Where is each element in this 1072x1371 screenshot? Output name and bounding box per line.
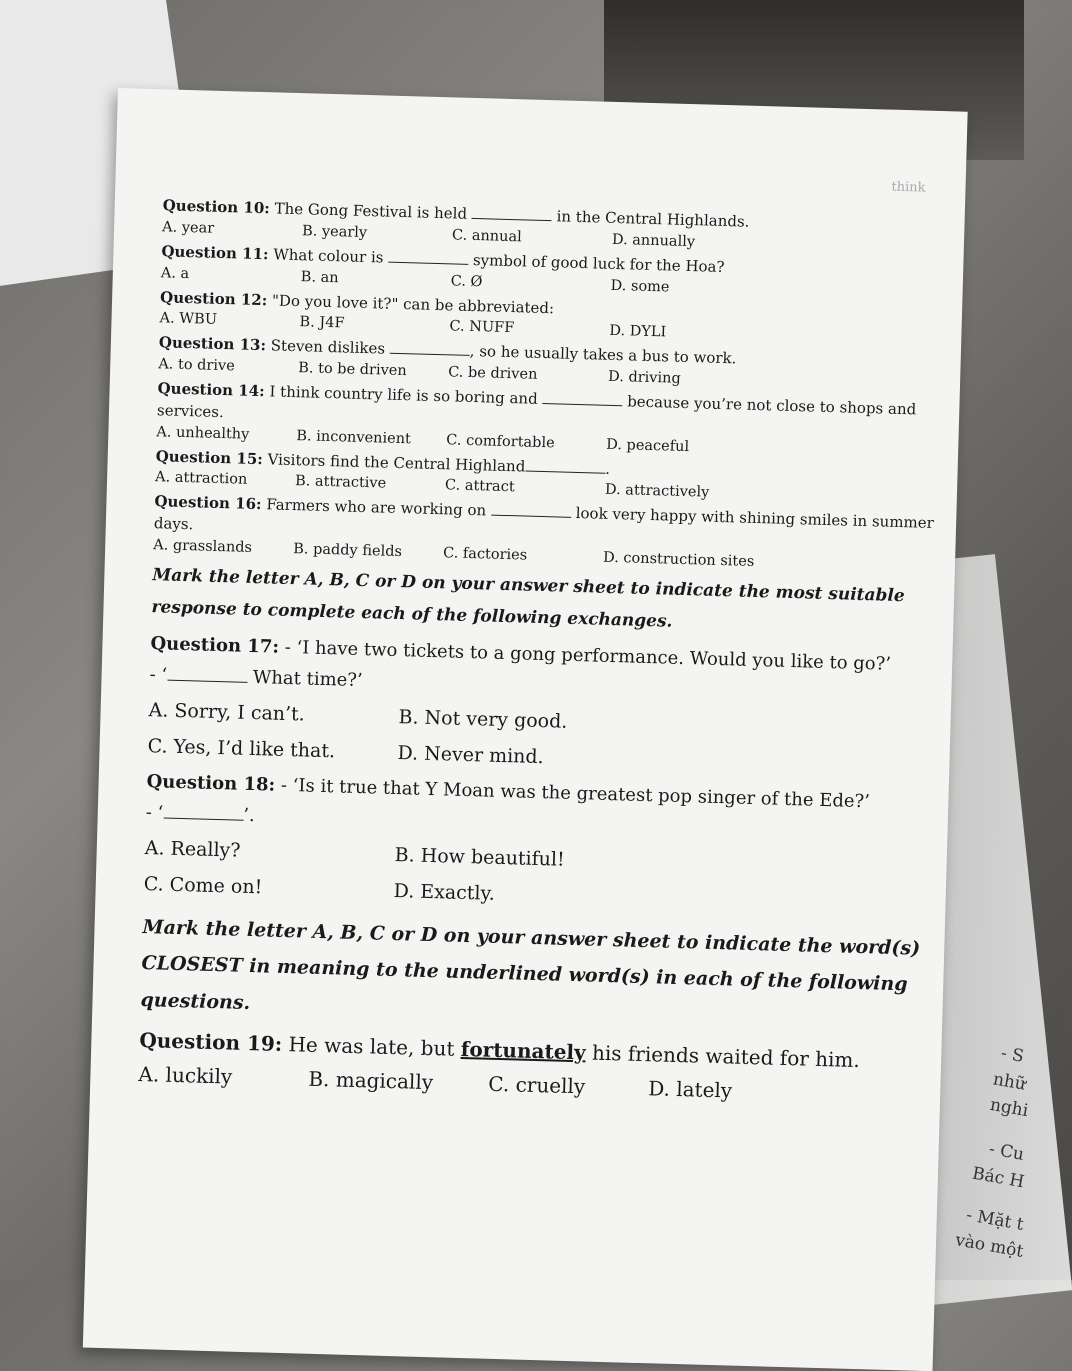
option-c[interactable]: C. cruelly [488, 1071, 586, 1099]
option-b[interactable]: B. How beautiful! [394, 844, 565, 872]
option-b[interactable]: B. inconvenient [296, 427, 412, 447]
side-note: Bác H [970, 1163, 1026, 1193]
option-a[interactable]: A. WBU [159, 310, 218, 329]
option-d[interactable]: D. lately [647, 1075, 733, 1103]
option-b[interactable]: B. J4F [299, 314, 345, 332]
option-a[interactable]: A. attraction [154, 469, 248, 489]
options [147, 699, 928, 779]
question-19-block [138, 1028, 919, 1108]
option-c[interactable]: C. Ø [450, 272, 483, 290]
question-19: Question 19: He was late, but fortunately his friends waited for him. [139, 1027, 861, 1072]
option-a[interactable]: A. Really? [144, 837, 241, 863]
question-16: Question 16: Farmers who are working on look very happy with shining smiles in summer days. [153, 492, 935, 534]
underlined-word: fortunately [460, 1036, 587, 1065]
instruction-exchanges: Mark the letter A, B, C or D on your answer sheet to indicate the most suitable response to complete each of the following exchanges. [151, 564, 905, 632]
answer-blank[interactable] [491, 503, 571, 518]
option-b[interactable]: B. to be driven [298, 360, 407, 380]
option-d[interactable]: D. Never mind. [397, 742, 544, 769]
question-11: Question 11: What colour is symbol of good luck for the Hoa? [161, 242, 725, 276]
option-b[interactable]: B. an [300, 268, 339, 286]
question-17: Question 17: - ‘I have two tickets to a gong performance. Would you like to go?’ [150, 633, 892, 676]
option-d[interactable]: D. DYLI [609, 323, 667, 341]
option-c[interactable]: C. Yes, I’d like that. [147, 735, 336, 763]
side-note: - Mặt t [964, 1205, 1026, 1235]
pencil-scribble: think [891, 179, 926, 196]
question-18-reply: - ‘ ’. [145, 802, 256, 827]
instruction-closest: Mark the letter A, B, C or D on your answer sheet to indicate the word(s) CLOSEST in meaning to the underlined word(s) in each of the following questions. [140, 916, 921, 1014]
question-12: Question 12: "Do you love it?" can be abbreviated: [159, 287, 555, 317]
question-17-reply: - ‘ What time?’ [149, 664, 363, 692]
answer-blank[interactable] [163, 806, 243, 821]
question-10: Question 10: The Gong Festival is held in the Central Highlands. [162, 196, 750, 231]
option-b[interactable]: B. attractive [294, 473, 387, 492]
side-note: vào một [954, 1230, 1026, 1262]
option-a[interactable]: A. unhealthy [156, 423, 250, 443]
option-d[interactable]: D. Exactly. [393, 880, 496, 906]
option-d[interactable]: D. attractively [604, 482, 710, 501]
question-18-block [143, 771, 926, 917]
question-13: Question 13: Steven dislikes , so he usually takes a bus to work. [158, 333, 737, 368]
option-c[interactable]: C. be driven [447, 364, 538, 383]
answer-blank[interactable] [388, 249, 468, 264]
option-d[interactable]: D. peaceful [606, 436, 690, 455]
option-b[interactable]: B. yearly [301, 222, 368, 241]
option-a[interactable]: A. grasslands [153, 536, 253, 556]
option-a[interactable]: A. luckily [138, 1061, 233, 1089]
option-c[interactable]: C. NUFF [449, 318, 515, 337]
option-c[interactable]: C. Come on! [143, 873, 263, 899]
option-c[interactable]: C. annual [451, 227, 522, 246]
question-list [138, 189, 943, 1111]
option-d[interactable]: D. construction sites [602, 549, 755, 570]
option-c[interactable]: C. factories [442, 545, 528, 564]
answer-blank[interactable] [390, 341, 470, 356]
side-note: - Cu [987, 1139, 1026, 1165]
option-c[interactable]: C. attract [444, 477, 515, 496]
answer-blank[interactable] [542, 391, 622, 406]
side-note: nhữ [991, 1069, 1028, 1095]
option-b[interactable]: B. magically [308, 1066, 434, 1094]
side-note: nghi [988, 1094, 1030, 1122]
option-b[interactable]: B. paddy fields [292, 540, 403, 560]
option-d[interactable]: D. some [610, 277, 670, 295]
option-a[interactable]: A. year [161, 219, 215, 237]
question-15: Question 15: Visitors find the Central Highland . [155, 446, 611, 478]
option-b[interactable]: B. Not very good. [398, 706, 568, 734]
answer-blank[interactable] [472, 206, 552, 221]
option-a[interactable]: A. Sorry, I can’t. [148, 699, 306, 726]
side-note: - S [999, 1043, 1026, 1067]
question-14: Question 14: I think country life is so boring and because you’re not close to shops and services. [156, 379, 917, 421]
option-d[interactable]: D. annually [611, 231, 696, 250]
option-a[interactable]: A. a [160, 264, 190, 282]
exam-paper [83, 88, 968, 1371]
options [143, 837, 924, 917]
answer-blank[interactable] [525, 458, 605, 473]
question-17-block [147, 633, 930, 779]
option-d[interactable]: D. driving [607, 368, 681, 387]
option-a[interactable]: A. to drive [158, 356, 235, 375]
answer-blank[interactable] [167, 668, 247, 683]
option-c[interactable]: C. comfortable [446, 431, 555, 451]
question-18: Question 18: - ‘Is it true that Y Moan was the greatest pop singer of the Ede?’ [146, 771, 871, 813]
